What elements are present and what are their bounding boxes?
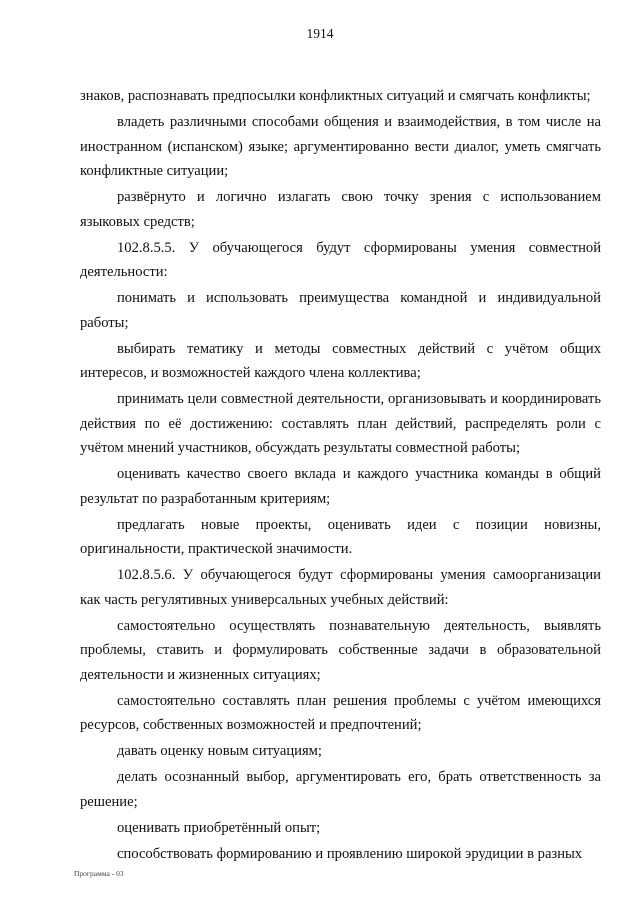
paragraph: оценивать приобретённый опыт; (117, 819, 321, 836)
paragraph: давать оценку новым ситуациям; (117, 743, 322, 759)
paragraph: делать осознанный выбор, аргументировать его, брать ответственность за решение; (80, 769, 601, 810)
paragraph: самостоятельно составлять план решения проблемы с учётом имеющихся ресурсов, собственных возможностей и предпочтений; (80, 692, 601, 733)
paragraph: владеть различными способами общения и взаимодействия, в том числе на иностранном (испанском) языке; аргументированно вести диалог, уметь смягчать конфликтные ситуации; (80, 114, 601, 179)
paragraph: выбирать тематику и методы совместных действий с учётом общих интересов, и возможностей каждого члена коллектива; (80, 340, 601, 381)
paragraph: самостоятельно осуществлять познавательную деятельность, выявлять проблемы, ставить и формулировать собственные задачи в образовательной деятельности и жизненных ситуациях; (80, 617, 601, 683)
paragraph: принимать цели совместной деятельности, организовывать и координировать действия по её достижению: составлять план действий, распределять роли с учётом мнений участников, обсуждать результаты совместной работы; (80, 391, 601, 456)
paragraph: предлагать новые проекты, оценивать идеи с позиции новизны, оригинальности, практической значимости. (80, 516, 601, 557)
paragraph: знаков, распознавать предпосылки конфликтных ситуаций и смягчать конфликты; (80, 88, 591, 104)
page-footer: Программа - 03 (74, 869, 124, 878)
page-number: 1914 (306, 26, 334, 41)
paragraph: развёрнуто и логично излагать свою точку зрения с использованием языковых средств; (80, 189, 601, 230)
document-body (80, 84, 601, 868)
paragraph: способствовать формированию и проявлению широкой эрудиции в разных (117, 845, 583, 862)
paragraph: оценивать качество своего вклада и каждого участника команды в общий результат по разработанным критериям; (80, 466, 601, 507)
paragraph: понимать и использовать преимущества командной и индивидуальной работы; (80, 290, 601, 331)
paragraph: 102.8.5.6. У обучающегося будут сформированы умения самоорганизации как часть регулятивных универсальных учебных действий: (80, 567, 601, 608)
paragraph: 102.8.5.5. У обучающегося будут сформированы умения совместной деятельности: (80, 239, 601, 280)
